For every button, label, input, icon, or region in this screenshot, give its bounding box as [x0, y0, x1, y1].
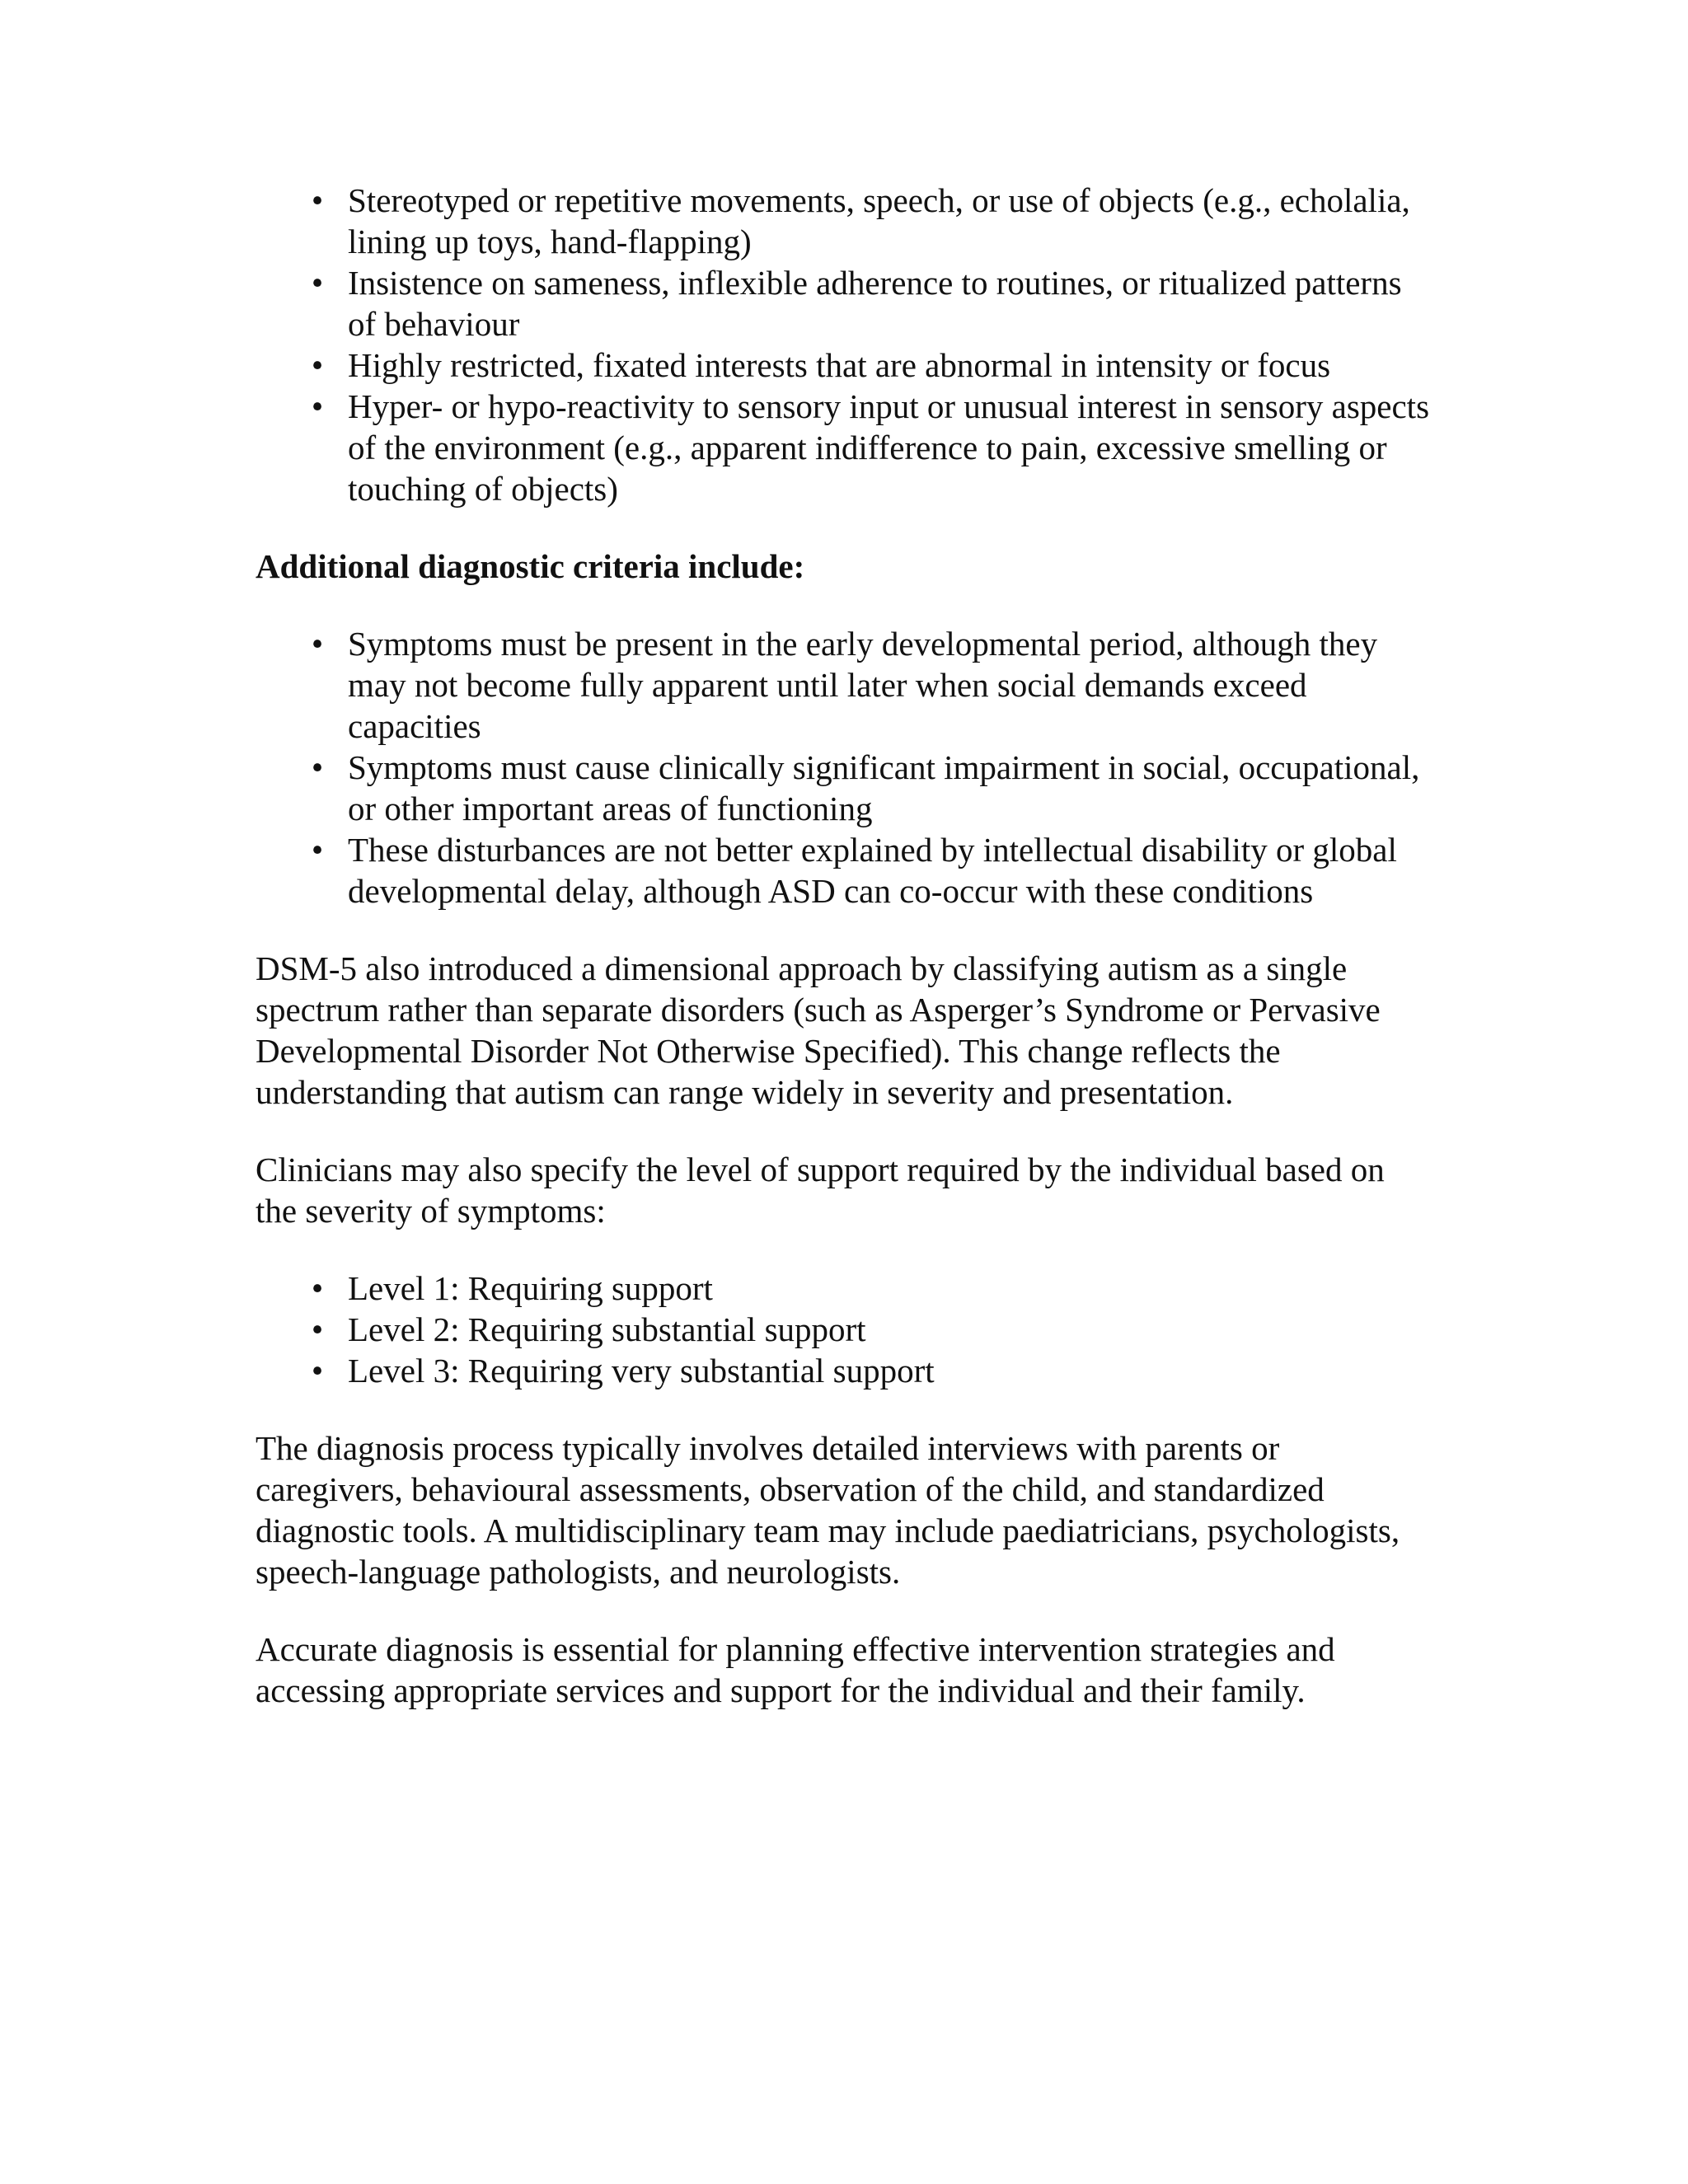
list-item	[256, 747, 1434, 829]
list-item-text: Symptoms must cause clinically significant impairment in social, occupational, or other important areas of functioning	[348, 748, 1420, 827]
bullet-icon: •	[311, 346, 324, 384]
spacer	[256, 1113, 1434, 1149]
spacer	[256, 912, 1434, 948]
list-item	[256, 180, 1434, 262]
spacer	[256, 1231, 1434, 1268]
spacer	[256, 509, 1434, 546]
list-item	[256, 1268, 1434, 1309]
bullet-icon: •	[311, 748, 324, 786]
section-heading: Additional diagnostic criteria include:	[256, 547, 805, 585]
bullet-icon: •	[311, 1352, 324, 1390]
list-item-text: These disturbances are not better explained by intellectual disability or global developmental delay, although ASD can co-occur with these conditions	[348, 831, 1397, 910]
list-item	[256, 623, 1434, 747]
list-item-text: Level 2: Requiring substantial support	[348, 1310, 866, 1348]
spacer	[256, 1592, 1434, 1629]
list-item-text: Level 3: Requiring very substantial support	[348, 1352, 935, 1390]
list-item-text: Level 1: Requiring support	[348, 1269, 713, 1307]
list-item-text: Insistence on sameness, inflexible adherence to routines, or ritualized patterns of behaviour	[348, 264, 1402, 343]
list-item-text: Highly restricted, fixated interests that are abnormal in intensity or focus	[348, 346, 1331, 384]
list-item	[256, 829, 1434, 912]
document-page	[256, 180, 1434, 1711]
bullet-icon: •	[311, 181, 324, 219]
bullet-icon: •	[311, 831, 324, 869]
bullet-icon: •	[311, 264, 324, 302]
bullet-icon: •	[311, 387, 324, 425]
list-item	[256, 386, 1434, 509]
additional-criteria-list	[256, 623, 1434, 912]
clinicians-paragraph: Clinicians may also specify the level of support required by the individual based on the severity of symptoms:	[256, 1151, 1385, 1230]
bullet-icon: •	[311, 1310, 324, 1348]
bullet-icon: •	[311, 625, 324, 663]
list-item	[256, 1309, 1434, 1350]
spacer	[256, 1391, 1434, 1427]
accurate-diagnosis-paragraph: Accurate diagnosis is essential for planning effective intervention strategies and accessing appropriate services and support for the individual and their family.	[256, 1630, 1335, 1709]
list-item-text: Stereotyped or repetitive movements, speech, or use of objects (e.g., echolalia, lining up toys, hand-flapping)	[348, 181, 1410, 260]
list-item	[256, 1350, 1434, 1391]
list-item	[256, 344, 1434, 386]
bullet-icon: •	[311, 1269, 324, 1307]
list-item-text: Symptoms must be present in the early developmental period, although they may not become fully apparent until later when social demands exceed capacities	[348, 625, 1378, 745]
diagnosis-process-paragraph: The diagnosis process typically involves detailed interviews with parents or caregivers, behavioural assessments, observation of the child, and standardized diagnostic tools. A multidisciplinary team may include paediatricians, psychologists, speech-language pathologists, and neurologists.	[256, 1429, 1400, 1591]
dsm5-paragraph: DSM-5 also introduced a dimensional approach by classifying autism as a single spectrum rather than separate disorders (such as Asperger’s Syndrome or Pervasive Developmental Disorder Not Otherwise Specified). This change reflects the understanding that autism can range widely in severity and presentation.	[256, 949, 1381, 1111]
list-item-text: Hyper- or hypo-reactivity to sensory input or unusual interest in sensory aspects of the environment (e.g., apparent indifference to pain, excessive smelling or touching of objects)	[348, 387, 1430, 508]
repetitive-behaviour-list	[256, 180, 1434, 509]
list-item	[256, 262, 1434, 344]
spacer	[256, 587, 1434, 623]
support-levels-list	[256, 1268, 1434, 1391]
